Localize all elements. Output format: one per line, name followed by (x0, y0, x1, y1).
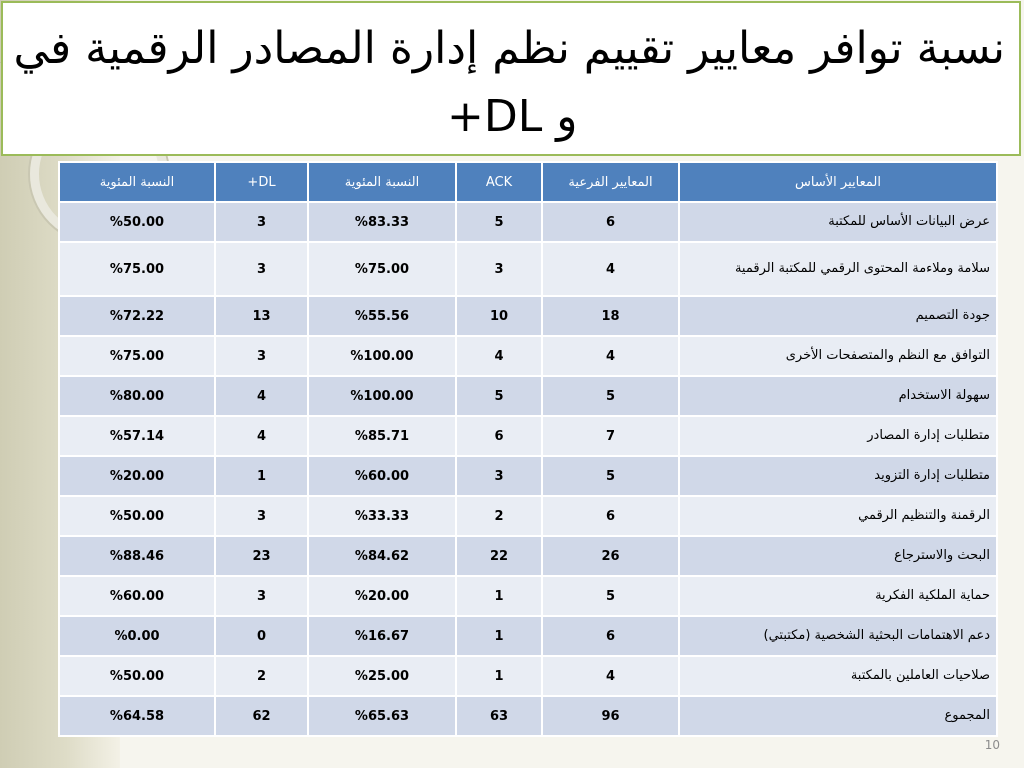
cell-ack-percent: %55.56 (308, 296, 456, 336)
cell-criterion: دعم الاهتمامات البحثية الشخصية (مكتبتي) (679, 616, 997, 656)
cell-criterion: التوافق مع النظم والمتصفحات الأخرى (679, 336, 997, 376)
table-row (59, 242, 997, 296)
cell-ack-percent: %75.00 (308, 242, 456, 296)
cell-criterion: سلامة وملاءمة المحتوى الرقمي للمكتبة الرقمية (679, 242, 997, 296)
cell-ack-percent: %25.00 (308, 656, 456, 696)
table-row (59, 336, 997, 376)
cell-ack-percent: %83.33 (308, 202, 456, 242)
slide-title-line-2: و DL+ (447, 91, 578, 142)
cell-dl-percent: %57.14 (59, 416, 215, 456)
cell-ack: 3 (456, 242, 542, 296)
cell-criterion: البحث والاسترجاع (679, 536, 997, 576)
cell-dl-percent: %50.00 (59, 202, 215, 242)
header-ack-percent: النسبة المئوية (308, 162, 456, 202)
cell-dl-percent: %50.00 (59, 656, 215, 696)
cell-criterion: صلاحيات العاملين بالمكتبة (679, 656, 997, 696)
cell-dl: 62 (215, 696, 308, 736)
cell-dl-percent: %75.00 (59, 336, 215, 376)
cell-sub-criteria: 4 (542, 336, 679, 376)
cell-ack: 5 (456, 376, 542, 416)
cell-ack-percent: %65.63 (308, 696, 456, 736)
slide-number: 10 (984, 738, 1000, 752)
cell-dl-percent: %50.00 (59, 496, 215, 536)
slide-title-line-1: نسبة توافر معايير تقييم نظم إدارة المصادر الرقمية في (13, 23, 1005, 74)
criteria-table (58, 161, 998, 737)
table-row (59, 456, 997, 496)
cell-sub-criteria: 4 (542, 656, 679, 696)
cell-sub-criteria: 6 (542, 496, 679, 536)
cell-ack-percent: %100.00 (308, 336, 456, 376)
cell-sub-criteria: 5 (542, 456, 679, 496)
cell-ack-percent: %100.00 (308, 376, 456, 416)
cell-sub-criteria: 5 (542, 376, 679, 416)
cell-criterion: حماية الملكية الفكرية (679, 576, 997, 616)
cell-ack: 22 (456, 536, 542, 576)
table-row (59, 616, 997, 656)
cell-dl: 3 (215, 336, 308, 376)
cell-criterion: عرض البيانات الأساس للمكتبة (679, 202, 997, 242)
cell-ack-percent: %60.00 (308, 456, 456, 496)
cell-criterion: المجموع (679, 696, 997, 736)
cell-criterion: متطلبات إدارة المصادر (679, 416, 997, 456)
cell-dl: 4 (215, 416, 308, 456)
cell-dl-percent: %75.00 (59, 242, 215, 296)
header-ack: ACK (456, 162, 542, 202)
criteria-table-container (58, 161, 996, 737)
header-dl-percent: النسبة المئوية (59, 162, 215, 202)
cell-dl: 3 (215, 202, 308, 242)
cell-ack: 1 (456, 656, 542, 696)
cell-ack: 1 (456, 616, 542, 656)
cell-dl: 1 (215, 456, 308, 496)
cell-dl-percent: %60.00 (59, 576, 215, 616)
cell-dl-percent: %20.00 (59, 456, 215, 496)
cell-sub-criteria: 18 (542, 296, 679, 336)
table-row (59, 696, 997, 736)
cell-dl-percent: %72.22 (59, 296, 215, 336)
cell-ack: 2 (456, 496, 542, 536)
cell-ack-percent: %16.67 (308, 616, 456, 656)
cell-sub-criteria: 5 (542, 576, 679, 616)
cell-dl: 3 (215, 576, 308, 616)
header-main-criteria: المعايير الأساس (679, 162, 997, 202)
cell-sub-criteria: 4 (542, 242, 679, 296)
cell-criterion: الرقمنة والتنظيم الرقمي (679, 496, 997, 536)
cell-sub-criteria: 26 (542, 536, 679, 576)
cell-dl: 3 (215, 242, 308, 296)
cell-sub-criteria: 6 (542, 616, 679, 656)
cell-criterion: سهولة الاستخدام (679, 376, 997, 416)
cell-ack-percent: %85.71 (308, 416, 456, 456)
cell-ack-percent: %20.00 (308, 576, 456, 616)
cell-ack: 1 (456, 576, 542, 616)
cell-ack: 3 (456, 456, 542, 496)
cell-sub-criteria: 96 (542, 696, 679, 736)
table-row (59, 536, 997, 576)
cell-criterion: متطلبات إدارة التزويد (679, 456, 997, 496)
cell-dl: 4 (215, 376, 308, 416)
slide-title-box (1, 1, 1021, 156)
cell-ack-percent: %33.33 (308, 496, 456, 536)
cell-dl: 3 (215, 496, 308, 536)
cell-sub-criteria: 6 (542, 202, 679, 242)
table-row (59, 496, 997, 536)
cell-dl-percent: %80.00 (59, 376, 215, 416)
table-row (59, 416, 997, 456)
table-row (59, 376, 997, 416)
cell-ack: 63 (456, 696, 542, 736)
header-dl: DL+ (215, 162, 308, 202)
cell-dl-percent: %0.00 (59, 616, 215, 656)
header-sub-criteria: المعايير الفرعية (542, 162, 679, 202)
cell-ack: 10 (456, 296, 542, 336)
cell-criterion: جودة التصميم (679, 296, 997, 336)
cell-sub-criteria: 7 (542, 416, 679, 456)
cell-ack-percent: %84.62 (308, 536, 456, 576)
table-row (59, 656, 997, 696)
cell-dl-percent: %64.58 (59, 696, 215, 736)
cell-dl: 2 (215, 656, 308, 696)
cell-dl: 23 (215, 536, 308, 576)
cell-ack: 4 (456, 336, 542, 376)
table-row (59, 202, 997, 242)
table-row (59, 576, 997, 616)
cell-ack: 5 (456, 202, 542, 242)
cell-dl-percent: %88.46 (59, 536, 215, 576)
cell-dl: 0 (215, 616, 308, 656)
cell-ack: 6 (456, 416, 542, 456)
table-body (59, 202, 997, 736)
cell-dl: 13 (215, 296, 308, 336)
table-row (59, 296, 997, 336)
table-header-row (59, 162, 997, 202)
